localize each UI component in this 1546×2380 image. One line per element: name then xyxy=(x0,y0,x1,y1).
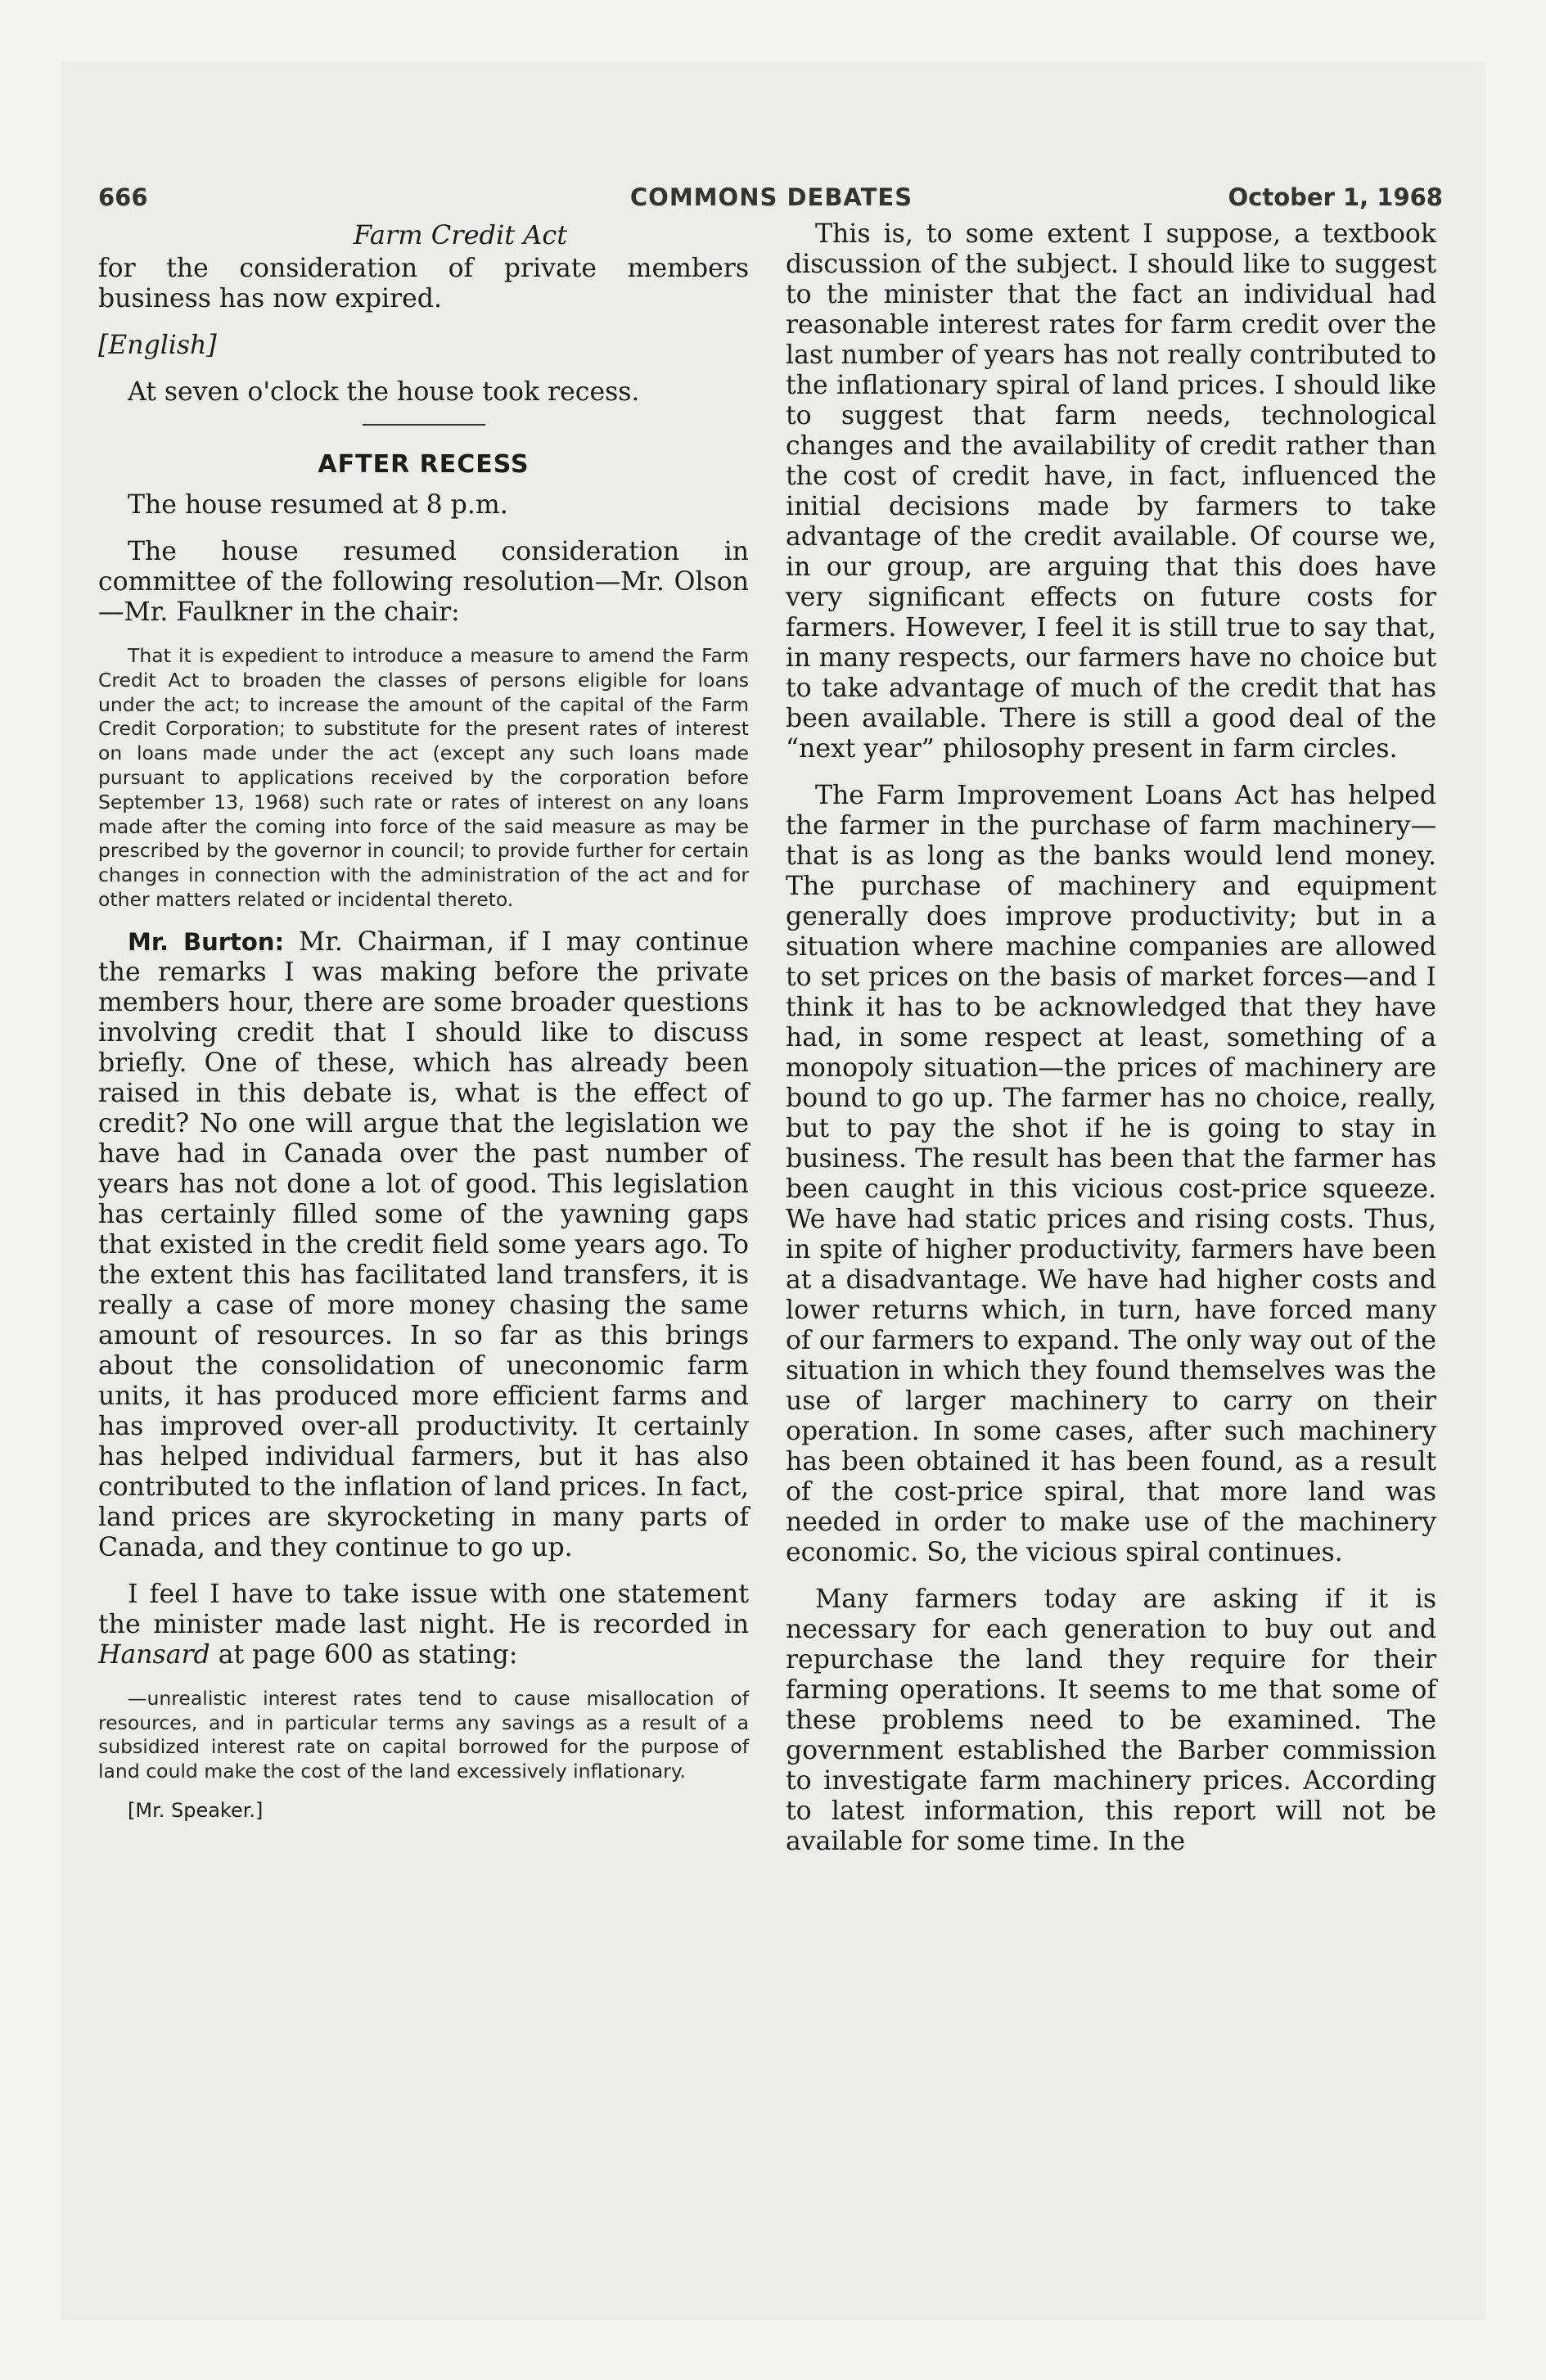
paragraph: Many farmers today are asking if it is necessary for each generation to buy out and repurchase the land they require for their farming operations. It seems to me that some of these problems need to be examined. The government established the Barber commission to investigate farm machinery prices. According to latest information, this report will not be available for some time. In the xyxy=(786,1584,1436,1856)
paragraph: The house resumed at 8 p.m. xyxy=(128,490,508,520)
running-head: Farm Credit Act xyxy=(353,219,568,250)
paragraph: At seven o'clock the house took recess. xyxy=(128,377,640,407)
right-column xyxy=(786,219,1436,1873)
paragraph: The Farm Improvement Loans Act has helped the farmer in the purchase of farm machinery—that is as long as the banks would lend money. The purchase of machinery and equipment generally does improve productivity; but in a situation where machine companies are allowed to set prices on the basis of market forces—and I think it has to be acknowledged that they have had, in some respect at least, something of a monopoly situation—the prices of machinery are bound to go up. The farmer has no choice, really, but to pay the shot if he is going to stay in business. The result has been that the farmer has been caught in this vicious cost-price squeeze. We have had static prices and rising costs. Thus, in spite of higher productivity, farmers have been at a disadvantage. We have had higher costs and lower returns which, in turn, have forced many of our farmers to expand. The only way out of the situation in which they found themselves was the use of larger machinery to carry on their operation. In some cases, after such machinery has been obtained it has been found, as a result of the cost-price spiral, that more land was needed in order to make use of the machinery economic. So, the vicious spiral continues. xyxy=(786,781,1436,1567)
page-header xyxy=(98,180,1445,218)
language-marker: [English] xyxy=(98,331,217,360)
divider xyxy=(363,424,485,426)
section-heading: AFTER RECESS xyxy=(318,450,530,479)
paragraph: This is, to some extent I suppose, a textbook discussion of the subject. I should like to suggest to the minister that the fact an individual had reasonable interest rates for farm credit over the last number of years has not really contributed to the inflationary spiral of land prices. I should like to suggest that farm needs, technological changes and the availability of credit rather than the cost of credit have, in fact, influenced the initial decisions made by farmers to take advantage of the credit available. Of course we, in our group, are arguing that this does have very significant effects on future costs for farmers. However, I feel it is still true to say that, in many respects, our farmers have no choice but to take advantage of much of the credit that has been available. There is still a good deal of the “next year” philosophy present in farm circles. xyxy=(786,219,1436,764)
speaker-attribution: [Mr. Speaker.] xyxy=(128,1798,264,1822)
paragraph: The house resumed consideration in committee of the following resolution—Mr. Olson—Mr. Faulkner in the chair: xyxy=(98,537,749,627)
hansard-italic: Hansard xyxy=(98,1639,210,1670)
left-column xyxy=(98,219,749,1822)
paragraph: for the consideration of private members business has now expired. xyxy=(98,254,749,313)
quoted-statement: —unrealistic interest rates tend to cause misallocation of resources, and in particular terms any savings as a result of a subsidized interest rate on capital borrowed for the purpose of land could make the cost of the land excessively inflationary. xyxy=(98,1686,749,1783)
page xyxy=(98,180,1445,2210)
publication-title: COMMONS DEBATES xyxy=(629,183,913,211)
speech-text: Mr. Chairman, if I may continue the remarks I was making before the private members hour, there are some broader questions involving credit that I should like to discuss briefly. One of these, which has already been raised in this debate is, what is the effect of credit? No one will argue that the legislation we have had in Canada over the past number of years has not done a lot of good. This legislation has certainly filled some of the yawning gaps that existed in the credit field some years ago. To the extent this has facilitated land transfers, it is really a case of more money chasing the same amount of resources. In so far as this brings about the consolidation of uneconomic farm units, it has produced more efficient farms and has improved over-all productivity. It certainly has helped individual farmers, but it has also contributed to the inflation of land prices. In fact, land prices are skyrocketing in many parts of Canada, and they continue to go up. xyxy=(98,926,749,1562)
text-span: at page 600 as stating: xyxy=(210,1639,518,1670)
text-span: I feel I have to take issue with one statement the minister made last night. He is recorded in xyxy=(98,1579,749,1639)
resolution-text: That it is expedient to introduce a measure to amend the Farm Credit Act to broaden the classes of persons eligible for loans under the act; to increase the amount of the capital of the Farm Credit Corporation; to substitute for the present rates of interest on loans made under the act (except any such loans made pursuant to applications received by the corporation before September 13, 1968) such rate or rates of interest on any loans made after the coming into force of the said measure as may be prescribed by the governor in council; to provide further for certain changes in connection with the administration of the act and for other matters related or incidental thereto. xyxy=(98,644,749,911)
speech-paragraph xyxy=(98,927,749,1563)
paragraph xyxy=(98,1580,749,1670)
speaker-name: Mr. Burton: xyxy=(128,927,285,956)
publication-date: October 1, 1968 xyxy=(1228,183,1443,211)
page-number: 666 xyxy=(98,183,148,211)
